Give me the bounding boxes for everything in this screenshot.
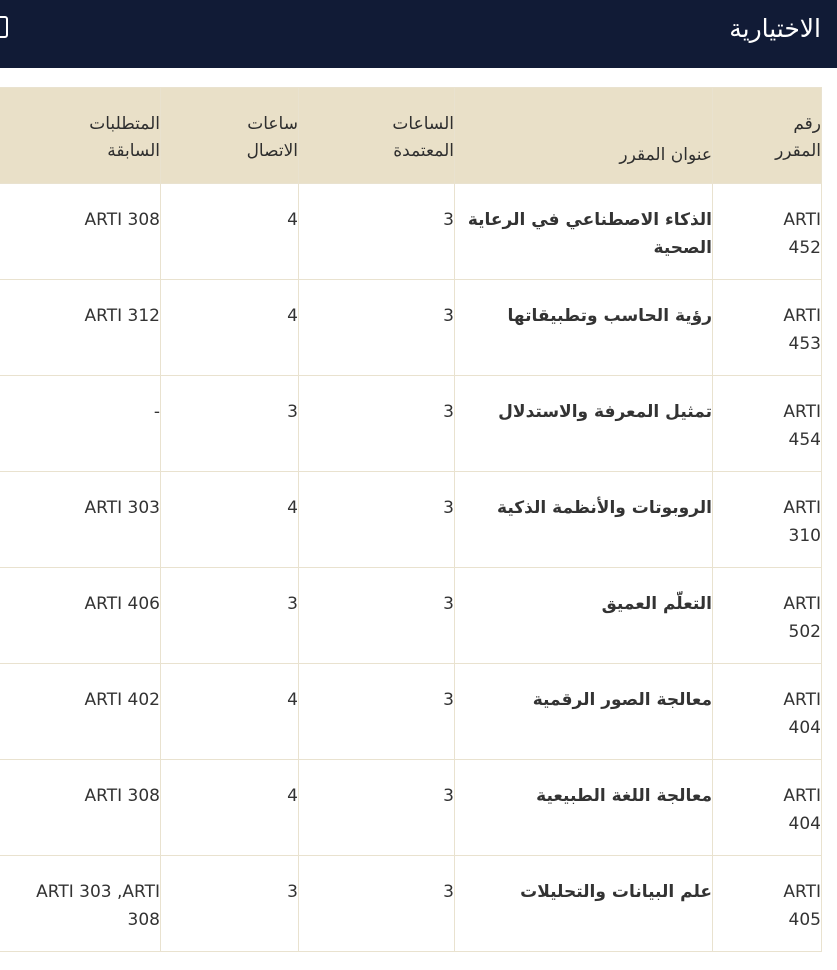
credit-hours-cell: 3 [299, 856, 455, 952]
table-row [0, 856, 822, 952]
table-header-row [0, 88, 822, 184]
contact-hours-cell: 4 [161, 280, 299, 376]
course-code-number: 404 [788, 718, 821, 738]
column-header-title [455, 88, 713, 184]
course-code-prefix: ARTI [783, 882, 821, 902]
column-header-code-line2: المقرر [775, 141, 821, 161]
prerequisites-cell: ARTI 402 [0, 664, 161, 760]
table-row [0, 472, 822, 568]
table-row [0, 376, 822, 472]
course-code-cell [713, 760, 822, 856]
course-code-number: 454 [788, 430, 821, 450]
table-row [0, 664, 822, 760]
contact-hours-cell: 4 [161, 472, 299, 568]
course-code-cell [713, 664, 822, 760]
credit-hours-cell: 3 [299, 568, 455, 664]
contact-hours-cell: 3 [161, 856, 299, 952]
course-code-prefix: ARTI [783, 306, 821, 326]
course-code-prefix: ARTI [783, 594, 821, 614]
course-code-prefix: ARTI [783, 498, 821, 518]
table-row [0, 280, 822, 376]
contact-hours-cell: 3 [161, 568, 299, 664]
contact-hours-cell: 4 [161, 184, 299, 280]
course-code-number: 310 [788, 526, 821, 546]
column-header-contact-hours-line2: الاتصال [246, 141, 298, 161]
course-code-prefix: ARTI [783, 786, 821, 806]
column-header-code [713, 88, 822, 184]
course-title-cell: تمثيل المعرفة والاستدلال [455, 376, 713, 472]
course-code-prefix: ARTI [783, 210, 821, 230]
course-code-number: 404 [788, 814, 821, 834]
course-code-number: 405 [788, 910, 821, 930]
credit-hours-cell: 3 [299, 472, 455, 568]
column-header-prerequisites-line2: السابقة [107, 141, 160, 161]
contact-hours-cell: 4 [161, 760, 299, 856]
course-code-cell [713, 472, 822, 568]
prerequisites-cell: ARTI 308 [0, 760, 161, 856]
credit-hours-cell: 3 [299, 760, 455, 856]
course-code-number: 452 [788, 238, 821, 258]
course-code-prefix: ARTI [783, 402, 821, 422]
prerequisites-cell: ARTI 308 [0, 184, 161, 280]
credit-hours-cell: 3 [299, 280, 455, 376]
course-code-cell [713, 568, 822, 664]
course-code-number: 453 [788, 334, 821, 354]
table-row [0, 760, 822, 856]
column-header-prerequisites-line1: المتطلبات [89, 114, 160, 134]
column-header-contact-hours [161, 88, 299, 184]
contact-hours-cell: 4 [161, 664, 299, 760]
section-title: الاختيارية [729, 14, 821, 43]
partial-icon [0, 16, 8, 38]
course-code-cell [713, 184, 822, 280]
contact-hours-cell: 3 [161, 376, 299, 472]
credit-hours-cell: 3 [299, 184, 455, 280]
course-title-cell: علم البيانات والتحليلات [455, 856, 713, 952]
column-header-credit-hours-line2: المعتمدة [393, 141, 454, 161]
course-title-cell: الذكاء الاصطناعي في الرعاية الصحية [455, 184, 713, 280]
prerequisites-cell: ARTI 406 [0, 568, 161, 664]
course-title-cell: التعلّم العميق [455, 568, 713, 664]
courses-table [0, 87, 822, 952]
column-header-credit-hours-line1: الساعات [392, 114, 454, 134]
course-title-cell: معالجة الصور الرقمية [455, 664, 713, 760]
course-title-cell: الروبوتات والأنظمة الذكية [455, 472, 713, 568]
prerequisites-cell: ARTI 312 [0, 280, 161, 376]
table-row [0, 184, 822, 280]
table-row [0, 568, 822, 664]
column-header-title-line1: عنوان المقرر [619, 145, 712, 165]
column-header-code-line1: رقم [793, 114, 821, 134]
course-code-cell [713, 376, 822, 472]
prerequisites-cell: ARTI 303 ,ARTI 308 [0, 856, 161, 952]
section-header [0, 0, 837, 68]
prerequisites-cell: ARTI 303 [0, 472, 161, 568]
credit-hours-cell: 3 [299, 376, 455, 472]
course-code-prefix: ARTI [783, 690, 821, 710]
column-header-credit-hours [299, 88, 455, 184]
course-code-cell [713, 856, 822, 952]
course-title-cell: رؤية الحاسب وتطبيقاتها [455, 280, 713, 376]
course-code-cell [713, 280, 822, 376]
column-header-prerequisites [0, 88, 161, 184]
course-title-cell: معالجة اللغة الطبيعية [455, 760, 713, 856]
credit-hours-cell: 3 [299, 664, 455, 760]
prerequisites-cell: - [0, 376, 161, 472]
course-code-number: 502 [788, 622, 821, 642]
column-header-contact-hours-line1: ساعات [247, 114, 298, 134]
